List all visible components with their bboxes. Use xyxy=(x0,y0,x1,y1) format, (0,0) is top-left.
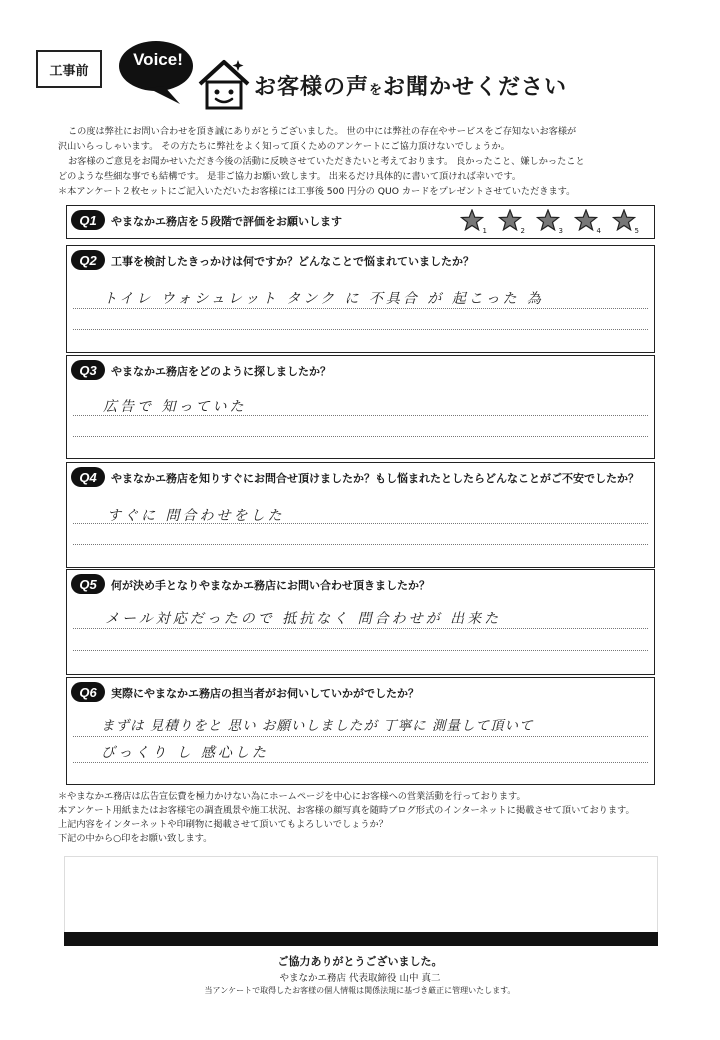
page-title xyxy=(254,70,567,101)
intro-line: 沢山いらっしゃいます。 その方たちに弊社をよく知って頂くためのアンケートにご協力頂けないでしょうか。 xyxy=(58,141,510,152)
answer-line xyxy=(73,523,648,524)
answer-line xyxy=(73,415,648,416)
thanks-text: ご協力ありがとうございました。 xyxy=(277,955,443,968)
question-number: Q6 xyxy=(71,682,105,702)
answer-line xyxy=(73,436,648,437)
question-box-q1 xyxy=(66,205,655,239)
question-text: 工事を検討したきっかけは何ですか？どんなことで悩まれていましたか？ xyxy=(111,255,474,268)
answer-line xyxy=(73,308,648,309)
question-number: Q2 xyxy=(71,250,105,270)
handwritten-answer[interactable]: 広告で 知っていた xyxy=(103,399,247,415)
question-number: Q5 xyxy=(71,574,105,594)
handwritten-answer[interactable]: メール対応だったので 抵抗なく 問合わせが 出来た xyxy=(105,611,502,627)
intro-line: お客様のご意見をお聞かせいただき今後の活動に反映させていただきたいと考えております。 良かったこと、嫌しかったこと xyxy=(68,156,585,167)
redacted-area xyxy=(64,856,658,936)
footer-note: ＊やまなかエ務店は広告宣伝費を極力かけない為にホームページを中心にお客様への営業活動を行っております。 xyxy=(58,791,526,802)
star-number: 5 xyxy=(634,227,639,235)
star-4-icon[interactable] xyxy=(574,209,601,235)
question-box-q3 xyxy=(66,355,655,459)
question-number: Q3 xyxy=(71,360,105,380)
title-part-2: を xyxy=(369,83,384,98)
question-text: やまなかエ務店を知りすぐにお問合せ頂けましたか？もし悩まれたとしたらどんなことがご不安でしたか？ xyxy=(111,472,639,485)
house-face-icon xyxy=(196,56,252,112)
star-number: 4 xyxy=(596,227,601,235)
rating-stars[interactable] xyxy=(460,209,639,235)
voice-label: Voice! xyxy=(133,50,183,69)
star-3-icon[interactable] xyxy=(536,209,563,235)
question-number: Q1 xyxy=(71,210,105,230)
stage-tag: 工事前 xyxy=(36,50,102,88)
star-number: 3 xyxy=(558,227,563,235)
question-text: 実際にやまなかエ務店の担当者がお伺いしていかがでしたか？ xyxy=(111,687,419,700)
footer-notes xyxy=(58,790,698,846)
question-text: 何が決め手となりやまなかエ務店にお問い合わせ頂きましたか？ xyxy=(111,579,430,592)
privacy-note: 当アンケートで取得したお客様の個人情報は関係法規に基づき厳正に管理いたします。 xyxy=(204,986,516,995)
intro-line: どのような些細な事でも結構です。 是非ご協力お願い致します。 出来るだけ具体的に書いて頂ければ幸いです。 xyxy=(58,171,522,182)
star-5-icon[interactable] xyxy=(612,209,639,235)
question-box-q4 xyxy=(66,462,655,568)
star-1-icon[interactable] xyxy=(460,209,487,235)
intro-text xyxy=(58,124,678,199)
answer-line xyxy=(73,762,648,763)
contact-bar xyxy=(64,932,658,946)
handwritten-answer[interactable]: すぐに 問合わせをした xyxy=(107,508,285,524)
answer-line xyxy=(73,650,648,651)
star-2-icon[interactable] xyxy=(498,209,525,235)
answer-line xyxy=(73,544,648,545)
star-number: 2 xyxy=(520,227,525,235)
footer-note: 上記内容をインターネットや印刷物に掲載させて頂いてもよろしいでしょうか？ xyxy=(58,819,388,830)
question-number: Q4 xyxy=(71,467,105,487)
title-part-1: お客様の声 xyxy=(254,75,370,100)
footer-note: 下記の中から○印をお願い致します。 xyxy=(58,833,213,844)
handwritten-answer[interactable]: トイレ ウォシュレット タンク に 不具合 が 起こった 為 xyxy=(103,291,544,307)
title-part-3: お聞かせください xyxy=(383,75,568,100)
question-text: やまなかエ務店をどのように探しましたか？ xyxy=(111,365,331,378)
question-text: やまなかエ務店を５段階で評価をお願いします xyxy=(111,215,342,228)
question-box-q6 xyxy=(66,677,655,785)
handwritten-answer[interactable]: まずは 見積りをと 思い お願いしましたが 丁寧に 測量して頂いて xyxy=(101,718,534,734)
handwritten-answer[interactable]: びっくり し 感心した xyxy=(101,745,269,761)
signature: やまなかエ務店 代表取締役 山中 真二 xyxy=(279,973,441,984)
question-box-q5 xyxy=(66,569,655,675)
footer-note: 本アンケート用紙またはお客様宅の調査風景や施工状況、お客様の顔写真を随時ブログ形式のインターネットに掲載させて頂いております。 xyxy=(58,805,635,816)
intro-line: ＊本アンケート２枚セットにご記入いただいたお客様には工事後 500 円分の QUO カードをプレゼントさせていただきます。 xyxy=(58,186,576,197)
star-number: 1 xyxy=(482,227,487,235)
question-box-q2 xyxy=(66,245,655,353)
answer-line xyxy=(73,628,648,629)
intro-line: この度は弊社にお問い合わせを頂き誠にありがとうございました。 世の中には弊社の存在やサービスをご存知ないお客様が xyxy=(68,126,577,137)
answer-line xyxy=(73,736,648,737)
answer-line xyxy=(73,329,648,330)
